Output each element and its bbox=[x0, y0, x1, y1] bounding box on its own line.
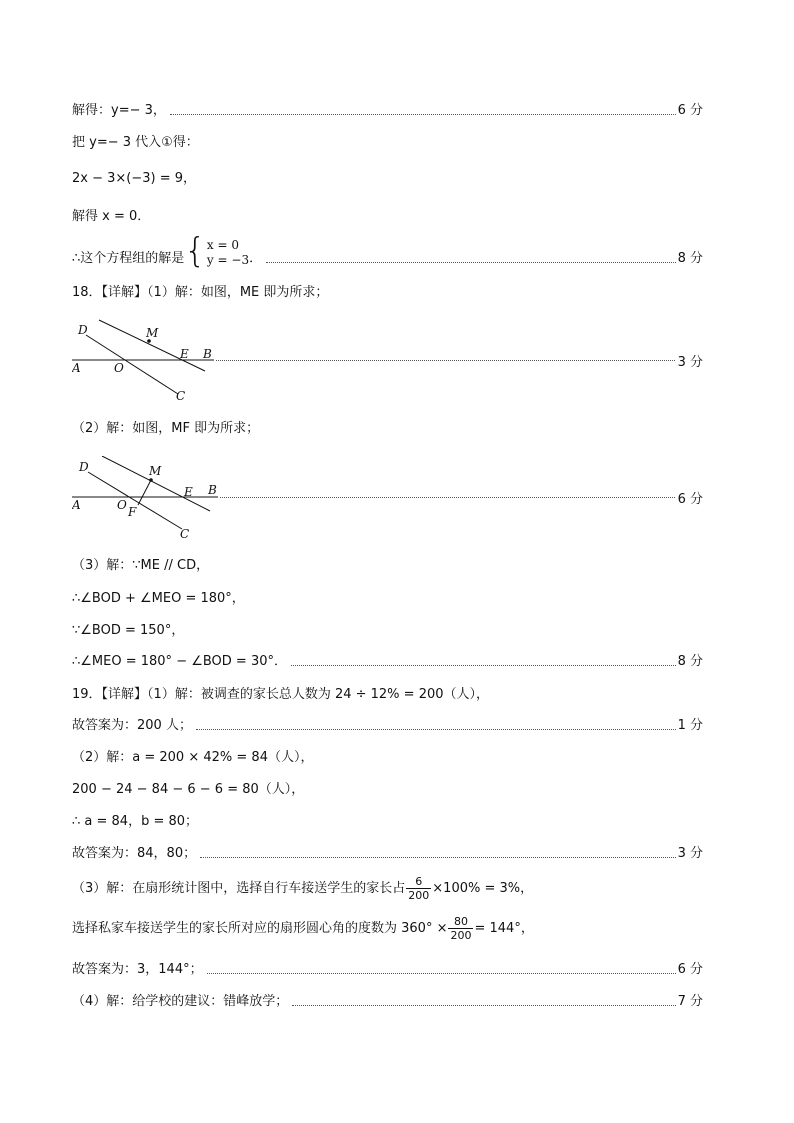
label-b: B bbox=[203, 347, 212, 361]
central-angle-line: 选择私家车接送学生的家长所对应的扇形圆心角的度数为 360° × $\frac{80}{200}$ = 144°， bbox=[72, 915, 534, 942]
answer-line-19-4: （4）解：给学校的建议：错峰放学； 7 分 bbox=[72, 994, 703, 1009]
dot-leader bbox=[266, 262, 676, 263]
angle-meo-line: ∴∠MEO = 180° − ∠BOD = 30°． 8 分 bbox=[72, 654, 703, 669]
answer-line-19-1: 故答案为：200 人； 1 分 bbox=[72, 718, 703, 733]
label-d: D bbox=[79, 460, 89, 474]
question-19-heading: 19．【详解】（1）解：被调查的家长总人数为 24 ÷ 12% = 200（人）， bbox=[72, 687, 490, 702]
dot-leader bbox=[200, 857, 676, 858]
label-m: M bbox=[149, 464, 162, 478]
brace: { bbox=[184, 231, 206, 271]
equation-system: x = 0 y = −3 bbox=[206, 238, 250, 267]
score-label: 7 分 bbox=[677, 994, 703, 1009]
substitute-line: 把 y=− 3 代入①得： bbox=[72, 135, 199, 150]
dot-leader bbox=[216, 360, 675, 361]
angle-bod-line: ∵∠BOD = 150°， bbox=[72, 623, 185, 638]
label-a: A bbox=[72, 361, 81, 375]
score-label: 3 分 bbox=[677, 846, 703, 861]
geometry-figure-2 bbox=[72, 456, 222, 542]
question-18-heading: 18．【详解】（1）解：如图，ME 即为所求； bbox=[72, 285, 329, 300]
answer-line-19-2: 故答案为：84，80； 3 分 bbox=[72, 846, 703, 861]
label-e: E bbox=[180, 347, 189, 361]
score-label: 1 分 bbox=[677, 718, 703, 733]
label-c: C bbox=[180, 527, 190, 541]
label-e: E bbox=[184, 485, 193, 499]
score-label: 3 分 bbox=[677, 355, 703, 370]
score-label: 6 分 bbox=[677, 962, 703, 977]
fraction: $\frac{6}{200}$ bbox=[408, 875, 430, 902]
angle-sum-line: ∴∠BOD + ∠MEO = 180°， bbox=[72, 591, 245, 606]
dot-leader bbox=[292, 1005, 675, 1006]
label-d: D bbox=[78, 323, 88, 337]
dot-leader bbox=[220, 497, 675, 498]
subtraction-line: 200 − 24 − 84 − 6 − 6 = 80（人）， bbox=[72, 782, 305, 797]
question-18-part-3: （3）解：∵ME // CD， bbox=[72, 558, 210, 573]
label-o: O bbox=[114, 361, 124, 375]
label-m: M bbox=[146, 326, 159, 340]
label-o: O bbox=[117, 498, 127, 512]
answer-line-y: 解得：y=− 3， 6 分 bbox=[72, 103, 703, 118]
score-label: 6 分 bbox=[677, 492, 703, 507]
score-label: 8 分 bbox=[677, 654, 703, 669]
question-19-part-3: （3）解：在扇形统计图中，选择自行车接送学生的家长占 $\frac{6}{200}$ ×100% = 3%， bbox=[72, 875, 534, 902]
dot-leader bbox=[170, 114, 676, 115]
label-c: C bbox=[176, 389, 186, 403]
label-f: F bbox=[128, 505, 137, 519]
geometry-figure-1 bbox=[72, 318, 222, 404]
ab-values-line: ∴ a = 84，b = 80； bbox=[72, 814, 199, 829]
fraction: $\frac{80}{200}$ bbox=[450, 915, 472, 942]
score-label: 6 分 bbox=[677, 103, 703, 118]
dot-leader bbox=[207, 973, 676, 974]
equation-line: 2x − 3×(−3) = 9， bbox=[72, 171, 197, 186]
figure-2-row bbox=[72, 456, 703, 542]
answer-line-19-3: 故答案为：3，144°； 6 分 bbox=[72, 962, 703, 977]
label-a: A bbox=[72, 498, 81, 512]
solve-x-line: 解得 x = 0． bbox=[72, 209, 151, 224]
dot-leader bbox=[291, 665, 676, 666]
question-18-part-2: （2）解：如图，MF 即为所求； bbox=[72, 421, 260, 436]
question-19-part-2: （2）解：a = 200 × 42% = 84（人）， bbox=[72, 750, 314, 765]
dot-leader bbox=[196, 729, 676, 730]
system-solution-line: ∴这个方程组的解是 { x = 0 y = −3 ． 8 分 bbox=[72, 231, 703, 271]
score-label: 8 分 bbox=[677, 251, 703, 266]
label-b: B bbox=[208, 483, 217, 497]
figure-1-row bbox=[72, 318, 703, 404]
